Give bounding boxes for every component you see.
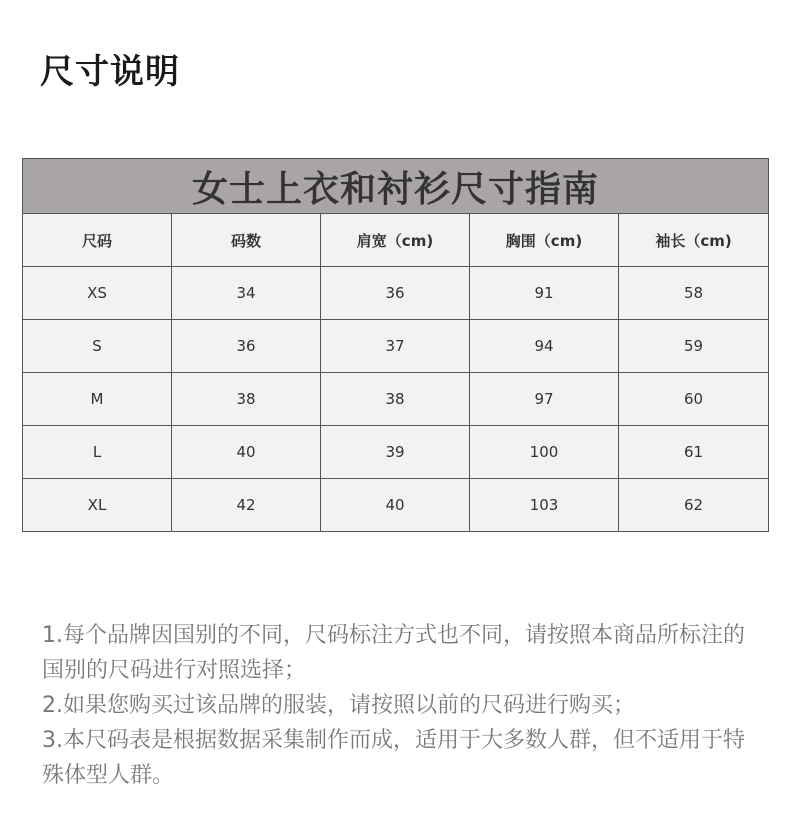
table-cell: 39 bbox=[321, 426, 470, 479]
table-cell: XL bbox=[23, 479, 172, 532]
note-2: 2.如果您购买过该品牌的服装，请按照以前的尺码进行购买； bbox=[42, 693, 635, 718]
table-cell: 62 bbox=[619, 479, 769, 532]
table-cell: 38 bbox=[172, 373, 321, 426]
table-cell: 59 bbox=[619, 320, 769, 373]
table-row bbox=[23, 426, 769, 479]
table-title-row bbox=[23, 159, 769, 214]
note-1: 1.每个品牌因国别的不同，尺码标注方式也不同，请按照本商品所标注的国别的尺码进行对照选择； bbox=[42, 623, 745, 683]
table-cell: 58 bbox=[619, 267, 769, 320]
table-cell: L bbox=[23, 426, 172, 479]
table-cell: 37 bbox=[321, 320, 470, 373]
table-row bbox=[23, 479, 769, 532]
table-cell: 42 bbox=[172, 479, 321, 532]
table-header-row bbox=[23, 214, 769, 267]
table-row bbox=[23, 320, 769, 373]
table-cell: 100 bbox=[470, 426, 619, 479]
table-title: 女士上衣和衬衫尺寸指南 bbox=[23, 159, 769, 214]
header-size: 尺码 bbox=[23, 214, 172, 267]
table-cell: 60 bbox=[619, 373, 769, 426]
table-cell: 40 bbox=[172, 426, 321, 479]
notes-section bbox=[42, 618, 762, 793]
header-shoulder: 肩宽（cm) bbox=[321, 214, 470, 267]
size-guide-table bbox=[22, 158, 769, 532]
table-row bbox=[23, 373, 769, 426]
table-cell: 36 bbox=[172, 320, 321, 373]
table-cell: 34 bbox=[172, 267, 321, 320]
table-cell: M bbox=[23, 373, 172, 426]
table-cell: 97 bbox=[470, 373, 619, 426]
table-cell: 61 bbox=[619, 426, 769, 479]
table-cell: 103 bbox=[470, 479, 619, 532]
header-sleeve: 袖长（cm) bbox=[619, 214, 769, 267]
table-cell: S bbox=[23, 320, 172, 373]
table-cell: 38 bbox=[321, 373, 470, 426]
header-bust: 胸围（cm) bbox=[470, 214, 619, 267]
note-3: 3.本尺码表是根据数据采集制作而成，适用于大多数人群，但不适用于特殊体型人群。 bbox=[42, 728, 745, 788]
page-title: 尺寸说明 bbox=[40, 52, 180, 92]
table-row bbox=[23, 267, 769, 320]
header-code: 码数 bbox=[172, 214, 321, 267]
table-cell: 40 bbox=[321, 479, 470, 532]
table-cell: 91 bbox=[470, 267, 619, 320]
table-cell: 36 bbox=[321, 267, 470, 320]
table-cell: XS bbox=[23, 267, 172, 320]
table-cell: 94 bbox=[470, 320, 619, 373]
